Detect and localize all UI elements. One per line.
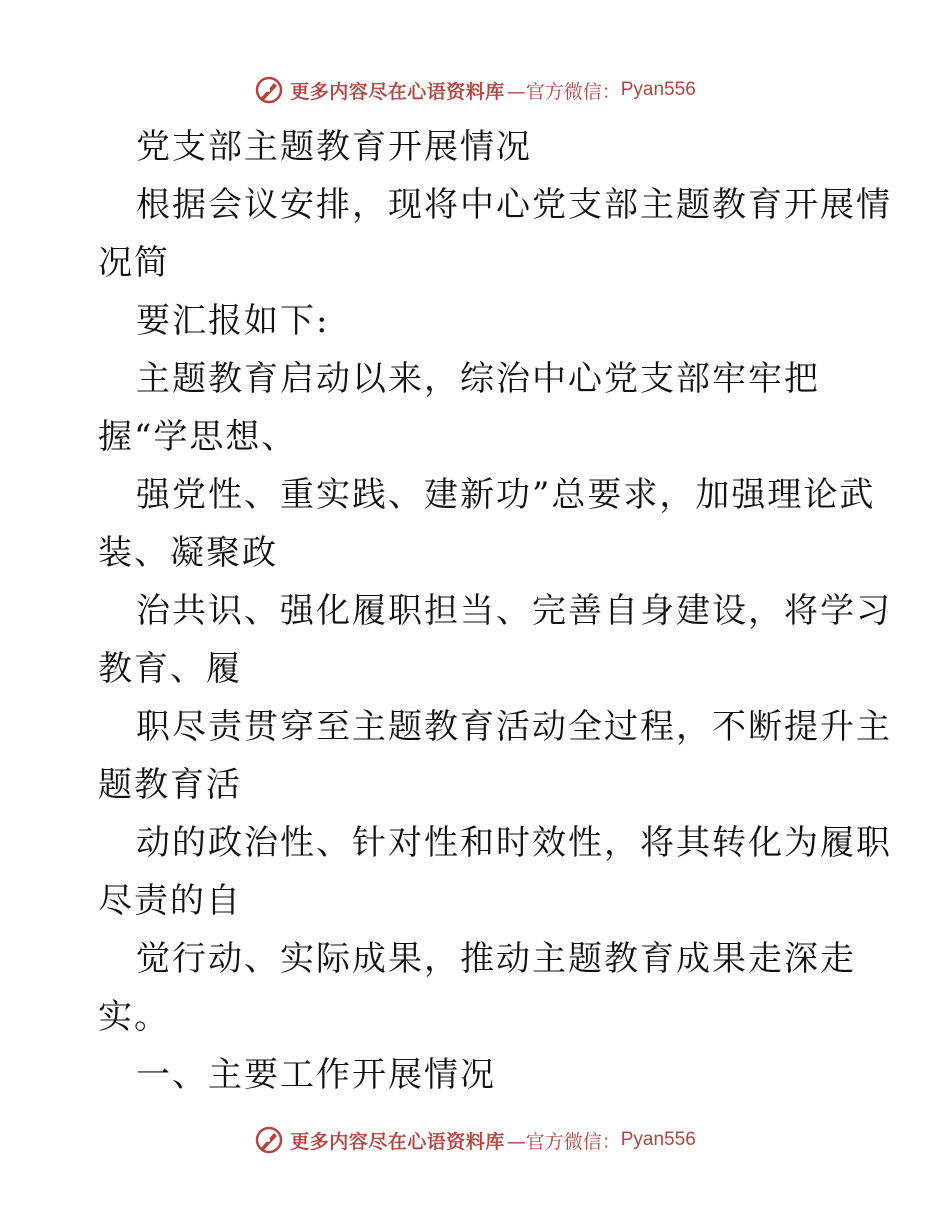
doc-line: 动的政治性、针对性和时效性，将其转化为履职 <box>136 823 892 863</box>
doc-line: 党支部主题教育开展情况 <box>136 127 532 167</box>
pen-logo-icon <box>254 75 284 105</box>
doc-line: 治共识、强化履职担当、完善自身建设，将学习 <box>136 591 892 631</box>
watermark-text: 更多内容尽在心语资料库 <box>290 1130 505 1153</box>
doc-line: 主题教育启动以来，综治中心党支部牢牢把 <box>136 359 820 399</box>
doc-line: 觉行动、实际成果，推动主题教育成果走深走 <box>136 939 856 979</box>
doc-line: 强党性、重实践、建新功”总要求，加强理论武 <box>136 475 876 515</box>
pen-logo-icon <box>254 1125 284 1155</box>
doc-line: 一、主要工作开展情况 <box>136 1055 496 1095</box>
doc-line: 要汇报如下: <box>136 301 330 341</box>
document-body <box>98 118 892 1104</box>
doc-line: 尽责的自 <box>98 881 242 921</box>
watermark-wechat-id: Pyan556 <box>620 79 696 100</box>
watermark-wechat-id: Pyan556 <box>620 1129 696 1150</box>
doc-line: 实。 <box>98 997 170 1037</box>
watermark-dash: —官方微信： <box>506 80 621 103</box>
footer-watermark <box>0 1122 950 1158</box>
doc-line: 况简 <box>98 243 170 283</box>
doc-line: 教育、履 <box>98 649 242 689</box>
doc-line: 装、凝聚政 <box>98 533 278 573</box>
header-watermark <box>0 72 950 108</box>
doc-line: 题教育活 <box>98 765 242 805</box>
watermark-dash: —官方微信： <box>506 1130 621 1153</box>
doc-line: 职尽责贯穿至主题教育活动全过程，不断提升主 <box>136 707 892 747</box>
doc-line: 握“学思想、 <box>98 417 298 457</box>
watermark-text: 更多内容尽在心语资料库 <box>290 80 505 103</box>
doc-line: 根据会议安排，现将中心党支部主题教育开展情 <box>136 185 892 225</box>
